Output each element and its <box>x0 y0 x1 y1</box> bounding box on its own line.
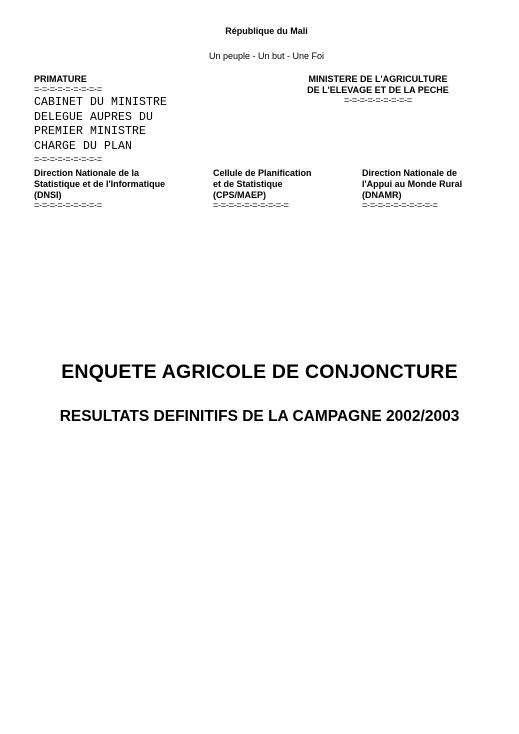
institution-line: Direction Nationale de <box>362 168 458 178</box>
institution-acronym: (DNSI) <box>34 190 62 200</box>
institution-separator: =-=-=-=-=-=-=-=-=-= <box>213 200 289 210</box>
primature-title: PRIMATURE <box>34 74 87 84</box>
document-subtitle: RESULTATS DEFINITIFS DE LA CAMPAGNE 2002/2003 <box>59 408 460 425</box>
institution-line: Direction Nationale de la <box>34 168 140 178</box>
ministry-line-2: DE L'ELEVAGE ET DE LA PECHE <box>307 85 449 95</box>
ministry-separator: =-=-=-=-=-=-=-=-= <box>344 95 412 105</box>
cabinet-line-1: CABINET DU MINISTRE <box>34 96 168 109</box>
ministry-line-1: MINISTERE DE L'AGRICULTURE <box>308 74 448 84</box>
republic-header: République du Mali <box>225 26 308 36</box>
primature-separator: =-=-=-=-=-=-=-=-= <box>34 84 102 94</box>
institution-separator: =-=-=-=-=-=-=-=-= <box>34 200 102 210</box>
institution-acronym: (DNAMR) <box>362 190 402 200</box>
institution-dnsi <box>34 168 165 210</box>
national-motto: Un peuple - Un but - Une Foi <box>208 51 325 61</box>
institution-acronym: (CPS/MAEP) <box>213 190 267 200</box>
cabinet-line-4: CHARGE DU PLAN <box>34 139 133 153</box>
primature-block <box>34 74 167 164</box>
document-title: ENQUETE AGRICOLE DE CONJONCTURE <box>61 361 458 383</box>
cabinet-separator: =-=-=-=-=-=-=-=-= <box>34 154 102 164</box>
institution-cps <box>213 168 312 210</box>
institution-line: Cellule de Planification <box>213 168 312 178</box>
institution-line: l'Appui au Monde Rural <box>362 179 463 189</box>
institution-line: Statistique et de l'Informatique <box>34 179 166 189</box>
cabinet-line-3: PREMIER MINISTRE <box>34 125 147 138</box>
institution-line: et de Statistique <box>213 179 283 189</box>
institution-separator: =-=-=-=-=-=-=-=-=-= <box>362 200 438 210</box>
ministry-block <box>268 74 488 105</box>
cabinet-line-2: DELEGUE AUPRES DU <box>34 110 154 124</box>
institution-dnamr <box>362 168 462 210</box>
cabinet-text <box>34 96 167 154</box>
